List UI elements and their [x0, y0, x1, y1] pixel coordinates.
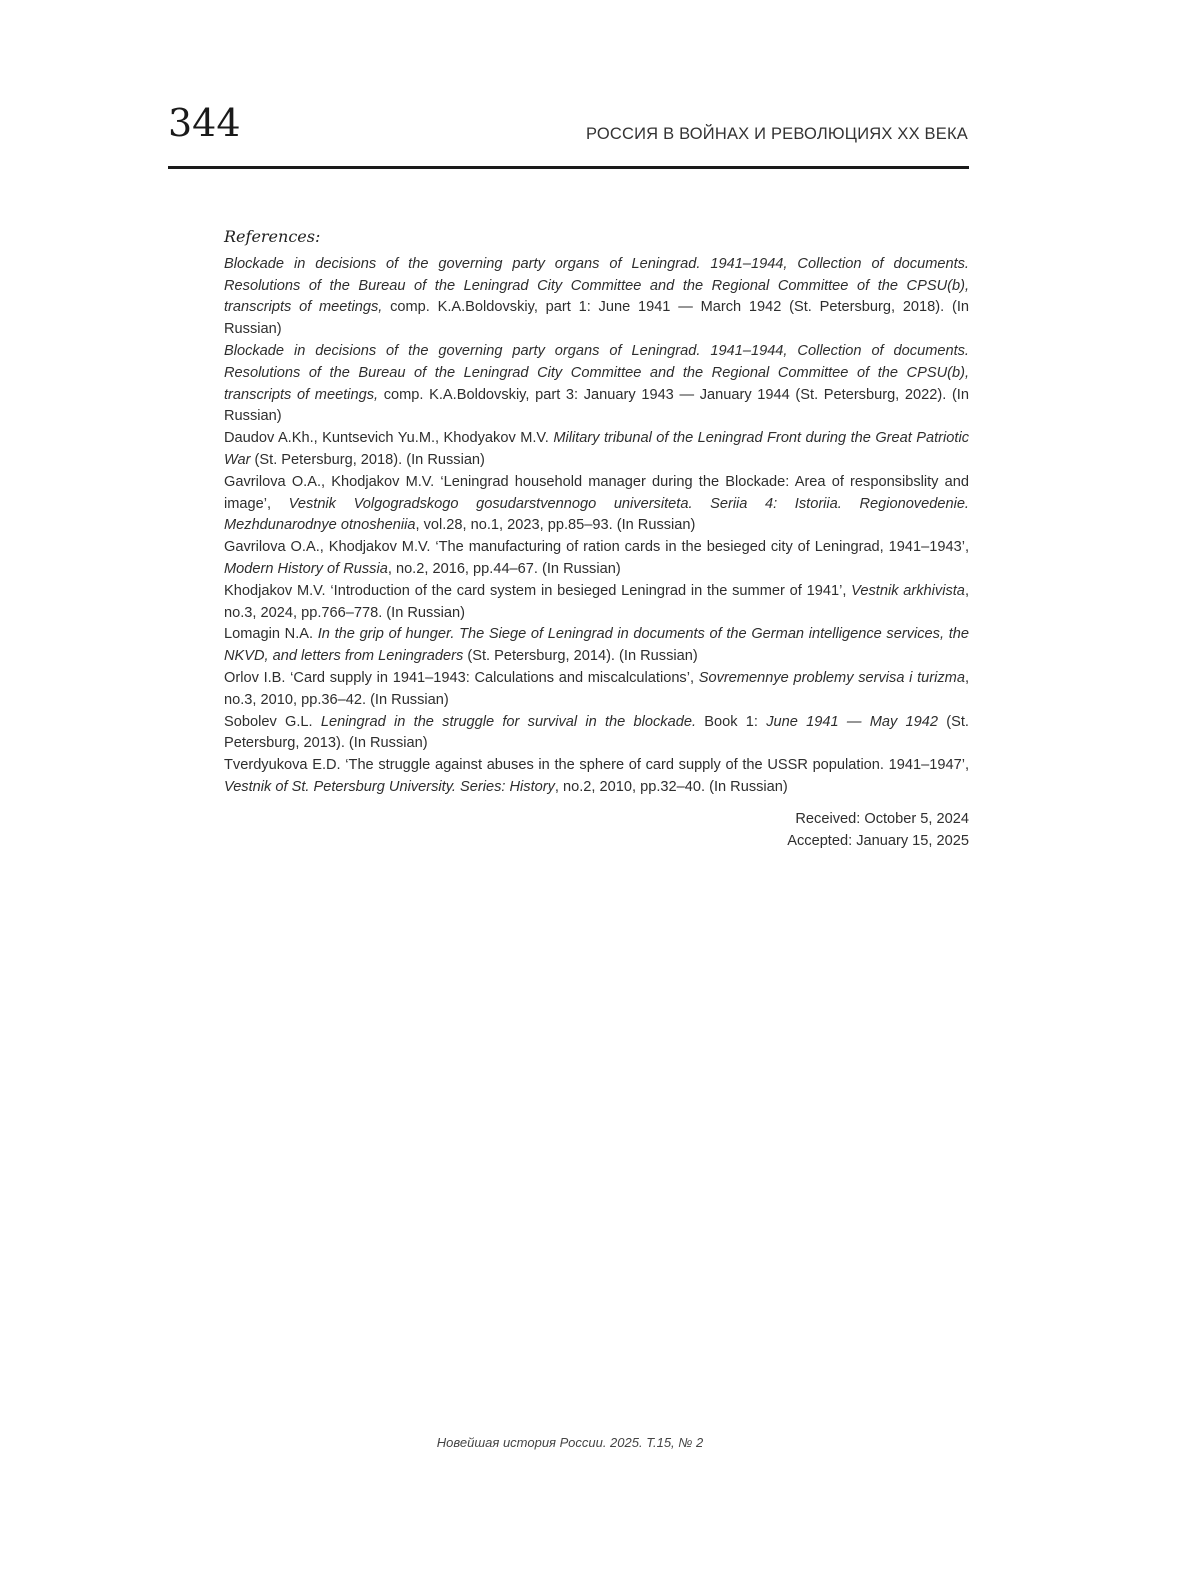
- references-heading: References:: [224, 227, 321, 246]
- reference-item: [224, 537, 969, 581]
- reference-title: In the grip of hunger. The Siege of Leningrad in documents of the German intelligence services, the NKVD, and letters from Leningraders: [224, 626, 969, 665]
- reference-text: Sobolev G.L.: [224, 713, 321, 730]
- reference-text: (St. Petersburg, 2014). (In Russian): [463, 648, 698, 665]
- accepted-date: Accepted: January 15, 2025: [787, 832, 969, 849]
- running-head: РОССИЯ В ВОЙНАХ И РЕВОЛЮЦИЯХ ХХ ВЕКА: [586, 125, 968, 143]
- reference-title: Vestnik of St. Petersburg University. Series: History: [224, 778, 555, 795]
- reference-text: , no.3, 2024, pp.766–778. (In Russian): [224, 582, 969, 621]
- reference-text: Khodjakov M.V. ‘Introduction of the card system in besieged Leningrad in the summer of 1941’,: [224, 582, 852, 599]
- reference-text: Daudov A.Kh., Kuntsevich Yu.M., Khodyakov M.V.: [224, 430, 554, 447]
- reference-text: Gavrilova O.A., Khodjakov M.V. ‘The manufacturing of ration cards in the besieged city of Leningrad, 1941–1943’,: [224, 539, 969, 556]
- reference-text: Tverdyukova E.D. ‘The struggle against abuses in the sphere of card supply of the USSR population. 1941–1947’,: [224, 757, 969, 774]
- reference-item: [224, 341, 969, 428]
- reference-text: , no.2, 2016, pp.44–67. (In Russian): [387, 560, 621, 577]
- reference-text: comp. K.A.Boldovskiy, part 3: January 1943 — January 1944 (St. Petersburg, 2022). (In Russian): [224, 386, 969, 425]
- reference-title: Modern History of Russia: [224, 560, 388, 577]
- reference-text: (St. Petersburg, 2018). (In Russian): [250, 451, 485, 468]
- reference-title: June 1941 — May 1942: [766, 713, 939, 730]
- reference-title: Blockade in decisions of the governing party organs of Leningrad. 1941–1944, Collection of documents. Resolutions of the Bureau of the Leningrad City Committee and the Regional Committee of the CPSU(b), transcripts of meetings,: [224, 342, 969, 403]
- reference-text: , no.3, 2010, pp.36–42. (In Russian): [224, 669, 969, 708]
- reference-text: Orlov I.B. ‘Card supply in 1941–1943: Calculations and miscalculations’,: [224, 669, 699, 686]
- reference-item: [224, 624, 969, 668]
- reference-text: Lomagin N.A.: [224, 626, 318, 643]
- reference-item: [224, 712, 969, 756]
- reference-text: , no.2, 2010, pp.32–40. (In Russian): [554, 778, 788, 795]
- reference-item: [224, 668, 969, 712]
- reference-item: [224, 472, 969, 537]
- reference-text: Book 1:: [696, 713, 767, 730]
- reference-title: Leningrad in the struggle for survival in the blockade.: [320, 713, 697, 730]
- references-list: [224, 254, 969, 799]
- reference-item: [224, 428, 969, 472]
- reference-title: Blockade in decisions of the governing party organs of Leningrad. 1941–1944, Collection of documents. Resolutions of the Bureau of the Leningrad City Committee and the Regional Committee of the CPSU(b), transcripts of meetings,: [224, 255, 969, 316]
- reference-title: Vestnik Volgogradskogo gosudarstvennogo universiteta. Seriia 4: Istoriia. Regionovedenie. Mezhdunarodnye otnosheniia: [224, 495, 969, 534]
- reference-text: , vol.28, no.1, 2023, pp.85–93. (In Russian): [415, 517, 696, 534]
- reference-text: Gavrilova O.A., Khodjakov M.V. ‘Leningrad household manager during the Blockade: Area of responsibslity and image’,: [224, 473, 969, 512]
- reference-text: (St. Petersburg, 2013). (In Russian): [224, 713, 969, 752]
- reference-item: [224, 254, 969, 341]
- journal-footer: Новейшая история России. 2025. Т.15, № 2: [436, 1435, 704, 1450]
- reference-text: comp. K.A.Boldovskiy, part 1: June 1941 — March 1942 (St. Petersburg, 2018). (In Russian): [224, 299, 969, 338]
- received-date: Received: October 5, 2024: [795, 810, 969, 827]
- reference-title: Sovremennye problemy servisa i turizma: [698, 669, 965, 686]
- page-number: 344: [168, 101, 241, 145]
- reference-title: Military tribunal of the Leningrad Front during the Great Patriotic War: [224, 430, 969, 468]
- references-section: [224, 226, 969, 852]
- header-rule: [168, 166, 969, 169]
- submission-dates: [224, 809, 969, 853]
- reference-item: [224, 581, 969, 625]
- reference-item: [224, 755, 969, 799]
- reference-title: Vestnik arkhivista: [851, 582, 965, 599]
